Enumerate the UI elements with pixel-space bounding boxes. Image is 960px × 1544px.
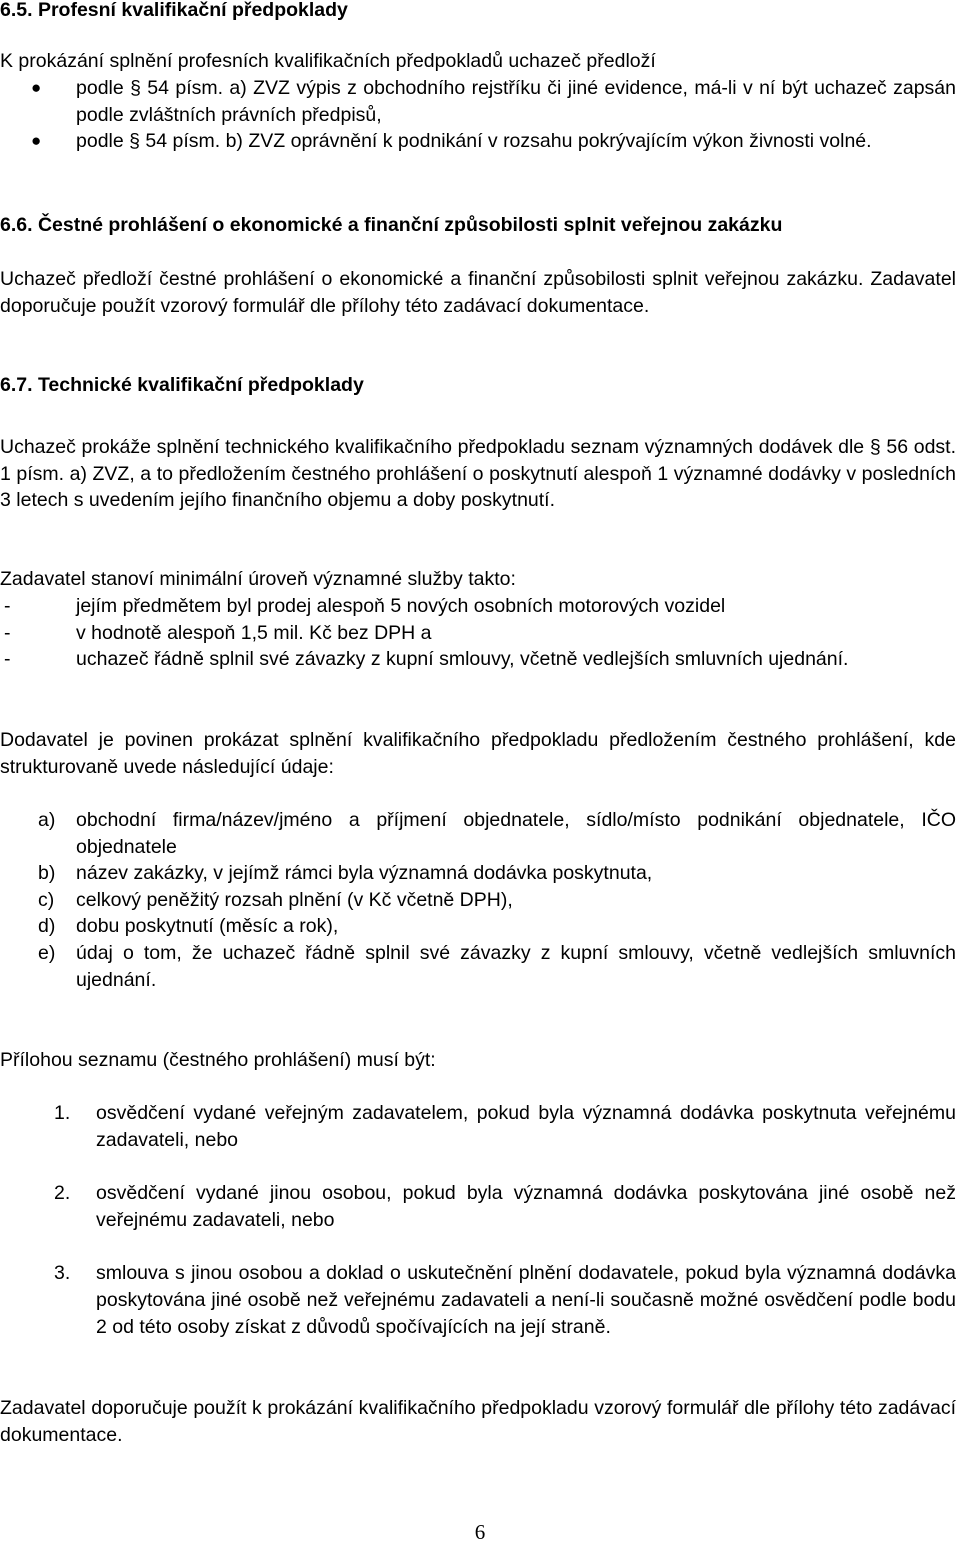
bullet-icon: ● [31,131,42,151]
list-marker: d) [38,915,56,938]
list-marker: a) [38,809,56,831]
dash-marker: - [4,648,11,671]
list-marker: e) [38,941,56,964]
list-marker: 3. [54,1262,71,1285]
required-data-list [0,807,956,993]
list-item: ● podle § 54 písm. a) ZVZ výpis z obchodního rejstříku či jiné evidence, má-li v ní být uchazeč zapsán podle zvláštních právních předpisů, [31,77,956,126]
list-item: 2. osvědčení vydané jinou osobou, pokud byla významná dodávka poskytována jiné osobě než veřejnému zadavateli, nebo [54,1182,956,1231]
minimum-level-intro: Zadavatel stanoví minimální úroveň významné služby takto: [0,568,516,590]
list-item: a) obchodní firma/název/jméno a příjmení objednatele, sídlo/místo podnikání objednatele, IČO objednatele [38,809,956,858]
list-item: e) údaj o tom, že uchazeč řádně splnil své závazky z kupní smlouvy, včetně vedlejších smluvních ujednání. [38,941,956,991]
section-heading-6-6: 6.6. Čestné prohlášení o ekonomické a finanční způsobilosti splnit veřejnou zakázku [0,214,783,236]
closing-recommendation: Zadavatel doporučuje použít k prokázání kvalifikačního předpokladu vzorový formulář dle přílohy této zadávací dokumentace. [0,1397,956,1446]
list-marker: 1. [54,1102,71,1124]
section-6-7-body: Uchazeč prokáže splnění technického kvalifikačního předpokladu seznam významných dodávek dle § 56 odst. 1 písm. a) ZVZ, a to předložením čestného prohlášení o poskytnutí alespoň 1 významné dodávky v posledních 3 letech s uvedením jejího finančního objemu a doby poskytnutí. [0,436,956,512]
list-item: - v hodnotě alespoň 1,5 mil. Kč bez DPH a [0,620,956,647]
bullet-icon: ● [31,78,42,97]
list-item: - jejím předmětem byl prodej alespoň 5 nových osobních motorových vozidel [0,593,956,620]
minimum-level-list [0,593,956,673]
list-item: 3. smlouva s jinou osobou a doklad o uskutečnění plnění dodavatele, pokud byla významná dodávka poskytována jiné osobě než veřejnému zadavateli a není-li současně možné osvědčení podle bodu 2 od této osoby získat z důvodů spočívajících na její straně. [54,1262,956,1338]
list-item: - uchazeč řádně splnil své závazky z kupní smlouvy, včetně vedlejších smluvních ujednání. [0,646,956,673]
page-number: 6 [474,1520,486,1544]
section-heading-6-5: 6.5. Profesní kvalifikační předpoklady [0,0,348,21]
list-item: ● podle § 54 písm. b) ZVZ oprávnění k podnikání v rozsahu pokrývajícím výkon živnosti volné. [0,128,956,155]
dash-marker: - [4,595,11,617]
dash-marker: - [4,621,11,644]
section-heading-6-7: 6.7. Technické kvalifikační předpoklady [0,374,364,396]
section-6-5-intro: K prokázání splnění profesních kvalifikačních předpokladů uchazeč předloží [0,50,656,72]
list-item: b) název zakázky, v jejímž rámci byla významná dodávka poskytnuta, [0,860,956,887]
list-marker: 2. [54,1182,71,1205]
attachment-intro: Přílohou seznamu (čestného prohlášení) musí být: [0,1049,436,1071]
list-item: c) celkový peněžitý rozsah plnění (v Kč včetně DPH), [0,887,956,914]
list-marker: b) [38,862,56,885]
list-item: d) dobu poskytnutí (měsíc a rok), [0,913,956,940]
supplier-obligation-text: Dodavatel je povinen prokázat splnění kvalifikačního předpokladu předložením čestného prohlášení, kde strukturovaně uvede následující údaje: [0,729,956,778]
list-item: 1. osvědčení vydané veřejným zadavatelem, pokud byla významná dodávka poskytnuta veřejnému zadavateli, nebo [54,1102,956,1151]
section-6-5-bullet-list [0,75,956,155]
attachment-list [0,1100,956,1340]
list-marker: c) [38,888,55,911]
section-6-6-body: Uchazeč předloží čestné prohlášení o ekonomické a finanční způsobilosti splnit veřejnou zakázku. Zadavatel doporučuje použít vzorový formulář dle přílohy této zadávací dokumentace. [0,268,956,317]
